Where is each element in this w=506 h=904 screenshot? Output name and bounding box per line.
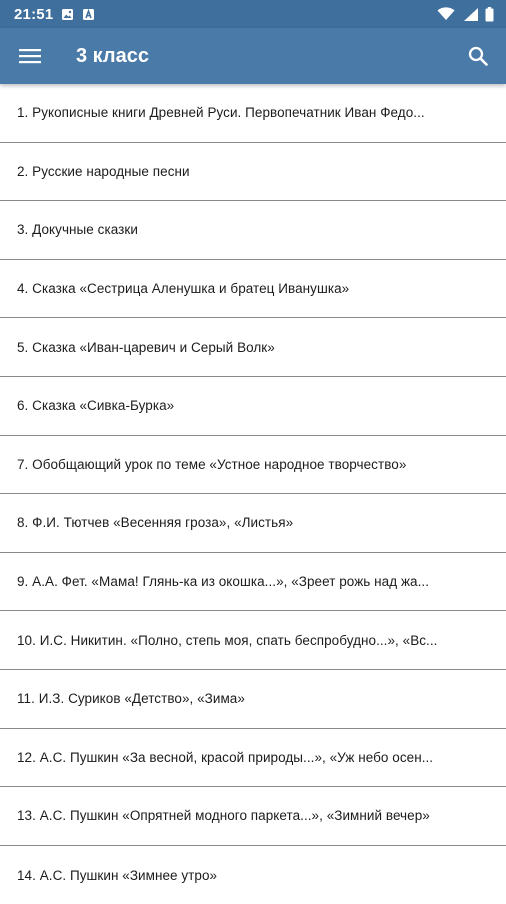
list-item[interactable] bbox=[0, 553, 506, 612]
signal-icon bbox=[463, 7, 479, 22]
list-item[interactable] bbox=[0, 846, 506, 904]
status-left bbox=[14, 6, 95, 23]
list-item-label: 13. А.С. Пушкин «Опрятней модного паркета...», «Зимний вечер» bbox=[17, 808, 430, 824]
list-item[interactable] bbox=[0, 143, 506, 202]
list-item-label: 9. А.А. Фет. «Мама! Глянь-ка из окошка...», «Зреет рожь над жа... bbox=[17, 574, 430, 590]
search-button[interactable] bbox=[452, 28, 504, 84]
list-item[interactable] bbox=[0, 84, 506, 143]
list-item[interactable] bbox=[0, 260, 506, 319]
list-item[interactable] bbox=[0, 494, 506, 553]
list-item[interactable] bbox=[0, 670, 506, 729]
wifi-icon bbox=[437, 7, 455, 21]
image-icon bbox=[61, 8, 74, 21]
list-item-label: 7. Обобщающий урок по теме «Устное народное творчество» bbox=[17, 456, 407, 472]
list-item-label: 14. А.С. Пушкин «Зимнее утро» bbox=[17, 867, 218, 883]
app-bar bbox=[0, 28, 506, 84]
list-item[interactable] bbox=[0, 729, 506, 788]
list-item-label: 2. Русские народные песни bbox=[17, 163, 190, 179]
list-item-label: 11. И.З. Суриков «Детство», «Зима» bbox=[17, 691, 245, 707]
page-title: 3 класс bbox=[76, 44, 150, 67]
list-item[interactable] bbox=[0, 611, 506, 670]
list-item-label: 10. И.С. Никитин. «Полно, степь моя, спать беспробудно...», «Вс... bbox=[17, 632, 438, 648]
status-time: 21:51 bbox=[14, 5, 54, 23]
list-item[interactable] bbox=[0, 436, 506, 495]
search-icon bbox=[468, 46, 488, 66]
list-item-label: 12. А.С. Пушкин «За весной, красой природы...», «Уж небо осен... bbox=[17, 749, 434, 765]
list-item[interactable] bbox=[0, 201, 506, 260]
list-item-label: 6. Сказка «Сивка-Бурка» bbox=[17, 398, 175, 414]
list-item-label: 3. Докучные сказки bbox=[17, 222, 138, 238]
menu-button[interactable] bbox=[2, 28, 58, 84]
app-notification-icon bbox=[82, 8, 95, 21]
list-item[interactable] bbox=[0, 318, 506, 377]
list-item-label: 4. Сказка «Сестрица Аленушка и братец Иванушка» bbox=[17, 281, 350, 297]
list-item-label: 8. Ф.И. Тютчев «Весенняя гроза», «Листья» bbox=[17, 515, 294, 531]
battery-icon bbox=[485, 7, 494, 22]
status-bar bbox=[0, 0, 506, 28]
list-item[interactable] bbox=[0, 377, 506, 436]
list-item[interactable] bbox=[0, 787, 506, 846]
status-right bbox=[429, 7, 494, 22]
list-item-label: 1. Рукописные книги Древней Руси. Первопечатник Иван Федо... bbox=[17, 105, 425, 121]
lesson-list bbox=[0, 84, 506, 904]
list-item-label: 5. Сказка «Иван-царевич и Серый Волк» bbox=[17, 339, 275, 355]
hamburger-menu-icon bbox=[19, 48, 41, 64]
